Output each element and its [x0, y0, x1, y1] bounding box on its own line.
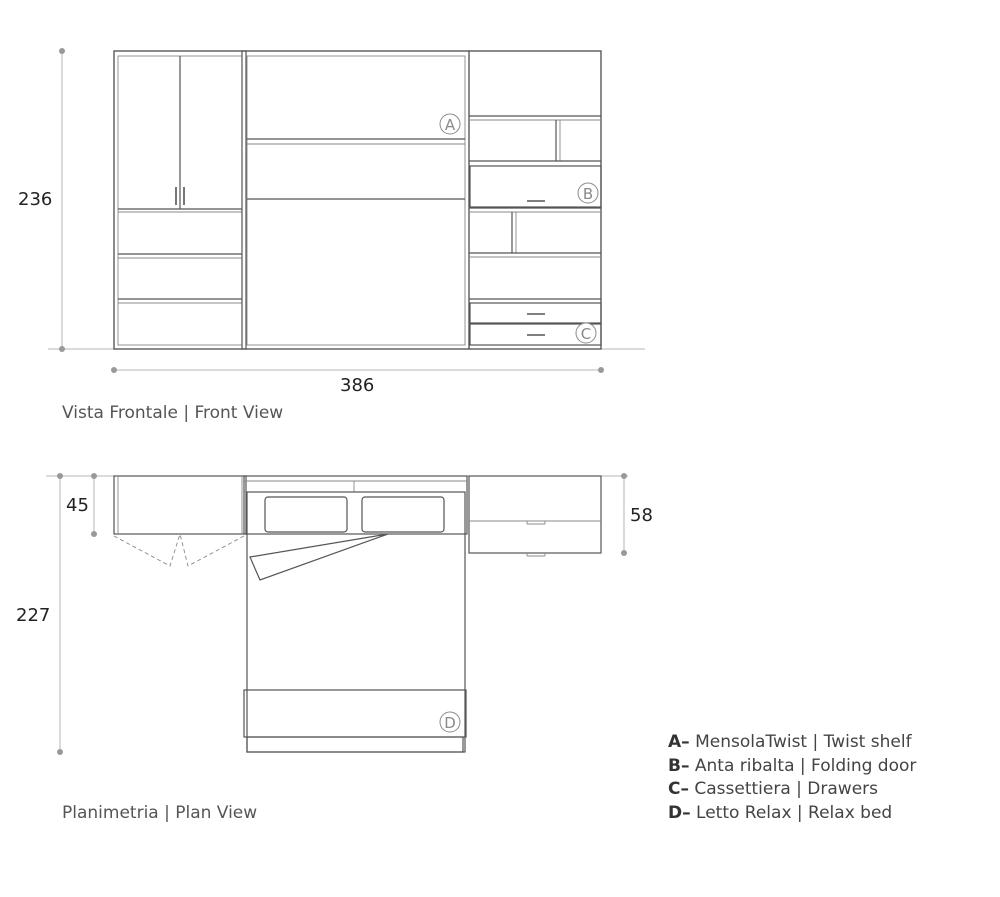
svg-text:B: B [582, 185, 594, 203]
height-dimension [18, 48, 65, 352]
drawer-upper [470, 303, 601, 323]
mattress [247, 492, 465, 752]
width-dimension [111, 367, 604, 396]
bed-plan [244, 476, 467, 752]
bed-cabinet [242, 51, 469, 349]
legend-item-d: D– Letto Relax | Relax bed [668, 802, 893, 823]
height-label: 236 [18, 189, 53, 210]
right-depth-label: 58 [630, 505, 653, 526]
pillow-right [362, 497, 444, 532]
width-label: 386 [340, 375, 375, 396]
marker-d [440, 712, 460, 732]
door-swing-left [114, 534, 180, 566]
svg-text:D: D [444, 714, 456, 732]
legend-item-a: A– MensolaTwist | Twist shelf [668, 732, 912, 752]
svg-text:C: C [580, 325, 592, 343]
bed-foot-panel [244, 690, 466, 737]
front-view-caption: Vista Frontale | Front View [62, 403, 284, 423]
marker-a [440, 114, 460, 134]
legend-item-c: C– Cassettiera | Drawers [668, 779, 879, 799]
right-shelving [469, 51, 601, 349]
left-depth-label: 45 [66, 495, 89, 516]
svg-text:A: A [444, 116, 456, 134]
left-depth-dimension [66, 473, 97, 537]
cabinet-outline [114, 51, 601, 349]
pillow-left [265, 497, 347, 532]
door-swing-right [180, 534, 244, 566]
right-shelving-plan [469, 476, 601, 556]
plan-view-caption: Planimetria | Plan View [62, 803, 258, 823]
left-wardrobe [114, 51, 246, 349]
legend-item-b: B– Anta ribalta | Folding door [668, 755, 917, 776]
right-depth-dimension [621, 473, 653, 556]
legend [668, 731, 916, 825]
left-wardrobe-plan [114, 476, 246, 566]
plan-view [16, 473, 653, 755]
marker-b [578, 183, 598, 203]
depth-dimension [16, 473, 63, 755]
marker-c [576, 323, 596, 343]
depth-label: 227 [16, 605, 51, 626]
front-view [18, 48, 645, 396]
duvet-fold [250, 534, 388, 580]
